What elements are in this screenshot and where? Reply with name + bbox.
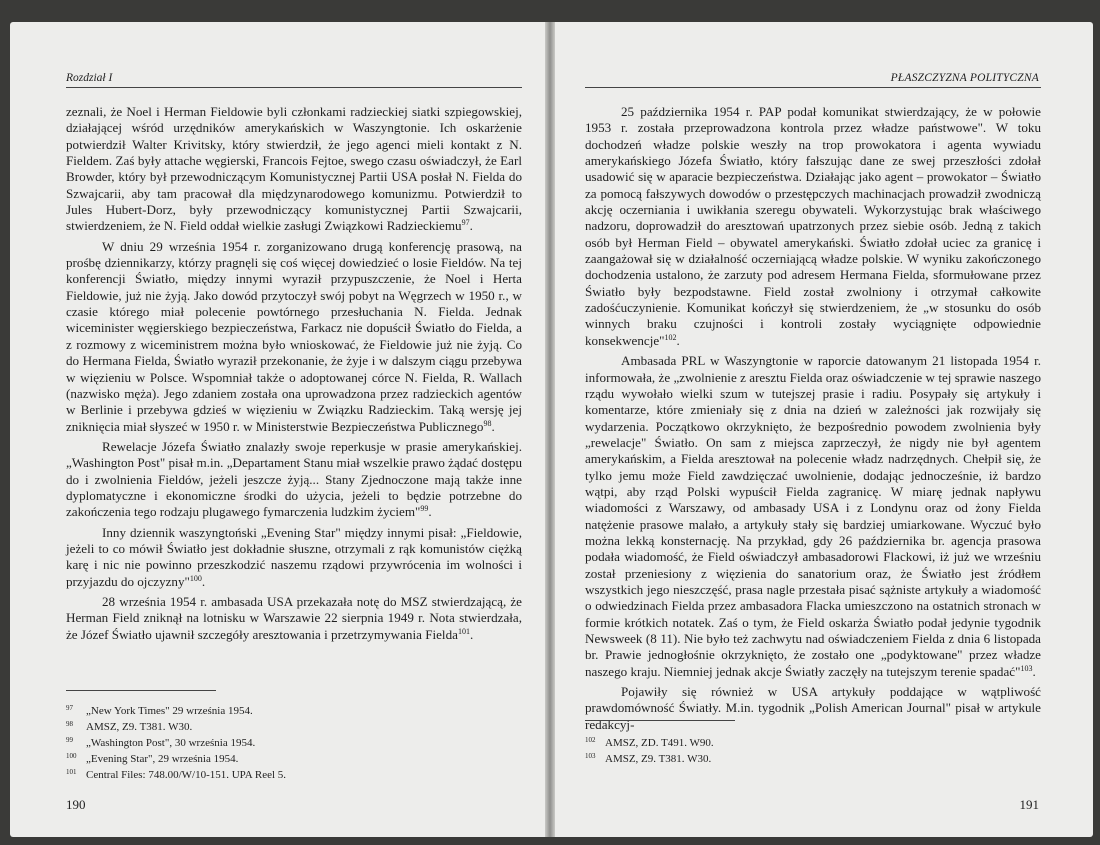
running-head: PŁASZCZYZNA POLITYCZNA <box>890 72 1039 84</box>
footnote: 98 AMSZ, Z9. T381. W30. <box>66 720 193 733</box>
footnote-ref: 102 <box>664 332 677 342</box>
footnote-ref: 101 <box>457 626 470 636</box>
body-text <box>585 104 1041 733</box>
paragraph: zeznali, że Noel i Herman Fieldowie byli członkami radzieckiej siatki szpiegowskiej, działającej wśród urzędników amerykańskich w Waszyngtonie. Ich oskarżenie potwierdził Walter Krivitsky, który stwierdził, że jego agenci mieli kontakt z N. Fieldem. Zaś były attache węgierski, Francois Fejtoe, swego czasu oświadczył, że Earl Browder, który był przewodniczącym Komunistycznej Partii USA posłał N. Fielda do Szwajcarii, aby tam pracował dla międzynarodowego komunizmu. Potwierdził to Jules Hubert-Dorz, były przewodniczący komunistycznej Partii Szwajcarii, stwierdzeniem, że N. Field oddał wielkie zasługi Związkowi Radzieckiemu$^{97}$. <box>66 104 522 234</box>
paragraph: Rewelacje Józefa Światło znalazły swoje reperkusje w prasie amerykańskiej. „Washington Post" pisał m.in. „Departament Stanu miał wszelkie prawo żądać dostępu do i zwolnienia Fieldów, jeżeli jeszcze żyją... Stany Zjednoczone mają także inne dyplomatyczne i ekonomiczne środki do użycia, jeżeli to będzie potrzebne do zakończenia tego rodzaju plugawego fymarczenia ludzkim życiem"$^{99}$. <box>66 438 522 520</box>
paragraph: 25 października 1954 r. PAP podał komunikat stwierdzający, że w połowie 1953 r. została przeprowadzona kontrola przez władze państwowe". W toku dochodzeń władze polskie weszły na trop prowokatora i agenta wywiadu amerykańskiego Józefa Światło, który fałszując dane ze swej przeszłości zdołał usadowić się w aparacie bezpieczeństwa. Działając jako agent – prowokator – Światło za pomocą fałszywych dowodów o przestępczych machinacjach prowadził zwodniczą akcję oczerniania i uwikłania szeregu obywateli. Wykorzystując brak właściwego nadzoru, doprowadził do aresztowań upatrzonych przez siebie osób. Jedną z takich osób był Herman Field – obywatel amerykański. Światło zdołał uciec za granicę i zaangażował się w działalność oczerniającą władze polskie. W wyniku zakończonego dochodzenia ustalono, że zarzuty pod adresem Hermana Fielda, sformułowane przez Światło były bezpodstawne. Field został zwolniony i otrzymał całkowite zadośćuczynienie. Komunikat kończył się stwierdzeniem, że „w stosunku do osób winnych braku czujności i kontroli zostały wyciągnięte odpowiednie konsekwencje"$^{102}$. <box>585 104 1041 348</box>
page-number: 190 <box>66 797 86 812</box>
header-rule <box>585 87 1041 88</box>
footnote-ref: 98 <box>483 418 492 428</box>
paragraph: Ambasada PRL w Waszyngtonie w raporcie datowanym 21 listopada 1954 r. informowała, że „zwolnienie z aresztu Fielda oraz oświadczenie w tej sprawie naszego rządu wywołało wielki szum w tutejszej prasie i radiu. Posypały się artykuły i komentarze, które zmieniały się z dnia na dzień w zależności jak rozwijały się wydarzenia. Początkowo okrzyknięto, że bezpośrednio powodem zwolnienia były „rewelacje" Światło. On sam z miejsca zaprzeczył, że nigdy nie był agentem amerykańskim, a Fielda aresztował na polecenie władz nadrzędnych. Chełpił się, że tylko jemu może Field zawdzięczać uwolnienie, dodając jednocześnie, iż bardzo wątpi, aby rząd Polski wypuścił Fielda zagranicę. W miarę jednak napływu wiadomości z Warszawy, od ambasady USA i z Londynu oraz od żony Fielda natężenie prasowe malało, a artykuły stały się bardziej umiarkowane. Wyczuć było można lekką konsternację. Na przykład, gdy 26 października br. agencja prasowa podała wiadomość, że Field oświadczył ambasadorowi Flackowi, iż już we wrześniu został przeniesiony z więzienia do sanatorium oraz, że Światło jest źródłem wszystkich jego nieszczęść, prasa nagle przestała pisać sążniste artykuły a wiadomość o odwiedzinach Fielda przez ambasadora Flacka umieszczono na ostatnich stronach w formie krótkich notatek. Zaś o tym, że Field oskarża Światło podał jedynie tygodnik Newsweek (8 11). Nie było też zachwytu nad oświadczeniem Fielda z dnia 6 listopada br. Prawie jednogłośnie okrzyknięto, że zostało one „podyktowane" przez władze naszego kraju. Niemniej jednak akcje Światły zaczęły na tutejszym terenie spadać"$^{103}$. <box>585 353 1041 679</box>
running-head: Rozdział I <box>66 72 113 84</box>
page-number: 191 <box>1019 797 1039 812</box>
paragraph: W dniu 29 września 1954 r. zorganizowano drugą konferencję prasową, na prośbę dziennikarzy, którzy pragnęli się coś więcej dowiedzieć o losie Fieldów. Na tej konferencji Światło, między innymi wyraził przypuszczenie, że Noel i Herta Fieldowie, już nie żyją. Jako dowód przytoczył swój pobyt na Węgrzech w 1950 r., w czasie którego miał polecenie powtórnego przesłuchania N. Fielda. Jednak wiceminister węgierskiego bezpieczeństwa, Farkacz nie dopuścił Światło do Fielda, a z rozmowy z wiceministrem można było wnioskować, że Fieldowie już nie żyją. Co do Hermana Fielda, Światło wyraził przekonanie, że żyje i w dalszym ciągu przebywa w więzieniu w Polsce. Wspomniał także o adoptowanej córce N. Fielda, R. Wallach (nazwisko męża). Jego zdaniem została ona uprowadzona przez radzieckich agentów w Berlinie i przebywa gdzieś w więzieniu w Związku Radzieckim. Taką wersję jej zniknięcia miał słyszeć w 1950 r. w Ministerstwie Bezpieczeństwa Publicznego$^{98}$. <box>66 238 522 434</box>
footnote-ref: 97 <box>461 218 470 228</box>
footnote: 102 AMSZ, ZD. T491. W90. <box>585 736 714 749</box>
paragraph: Inny dziennik waszyngtoński „Evening Star" między innymi pisał: „Fieldowie, jeżeli to co mówił Światło jest dokładnie słuszne, otrzymali z rąk komunistów ciężką karę i nic nie powinno przeszkodzić naszemu rządowi przywrócenia im wolności i przyjazdu do ojczyzny"$^{100}$. <box>66 524 522 589</box>
body-text <box>66 104 522 643</box>
left-page <box>10 22 545 837</box>
right-page <box>555 22 1093 837</box>
footnote: 101 Central Files: 748.00/W/10-151. UPA Reel 5. <box>66 768 287 781</box>
footnotes <box>585 734 714 766</box>
book-gutter <box>545 22 555 837</box>
footnote-ref: 99 <box>420 504 429 514</box>
footnote: 97 „New York Times" 29 września 1954. <box>66 704 253 717</box>
footnote: 99 „Washington Post", 30 września 1954. <box>66 736 256 749</box>
footnote-rule <box>585 720 735 721</box>
footnote-ref: 103 <box>1020 663 1033 673</box>
footnote-rule <box>66 690 216 691</box>
footnote-ref: 100 <box>189 573 202 583</box>
paragraph: 28 września 1954 r. ambasada USA przekazała notę do MSZ stwierdzającą, że Herman Field zniknął na lotnisku w Warszawie 22 sierpnia 1949 r. Nota stwierdzała, że Józef Światło ujawnił szczegóły aresztowania i przetrzymywania Fielda$^{101}$. <box>66 593 522 642</box>
footnote: 100 „Evening Star", 29 września 1954. <box>66 752 239 765</box>
paragraph: Pojawiły się również w USA artykuły poddające w wątpliwość prawdomówność Światły. M.in. tygodnik „Polish American Journal" pisał w artykule redakcyj- <box>585 684 1041 732</box>
header-rule <box>66 87 522 88</box>
footnote: 103 AMSZ, Z9. T381. W30. <box>585 752 712 765</box>
footnotes <box>66 702 286 782</box>
